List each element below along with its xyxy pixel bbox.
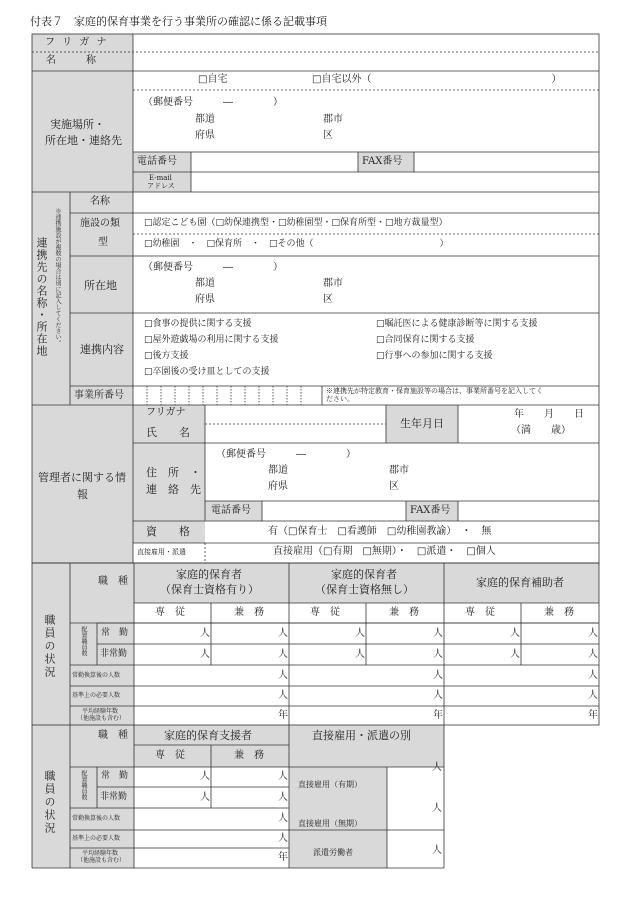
qualification-value[interactable]: 有（□保育士 □看護師 □幼稚園教諭） ・ 無 xyxy=(268,526,492,537)
city-gunshi: 郡市 xyxy=(323,114,343,125)
staff-side-title-2: 職員の状況 xyxy=(43,770,56,835)
unit: 人 xyxy=(588,670,598,681)
email-label-2: アドレス xyxy=(147,182,175,190)
unit: 人 xyxy=(588,649,598,660)
col-header: 家庭的保育者 xyxy=(331,568,397,581)
partner-name-label: 名称 xyxy=(90,196,110,207)
regular-label-2: 常 勤 xyxy=(101,771,129,781)
col-header: 家庭的保育支援者 xyxy=(164,729,252,742)
manager-address-label: 住 所 ・ xyxy=(146,466,201,479)
coop-item[interactable]: □屋外遊戯場の利用に関する支援 xyxy=(144,335,279,345)
postal-code: （郵便番号 ― ） xyxy=(143,97,283,108)
pref-todo: 都道 xyxy=(195,114,215,125)
age-value: （満 歳） xyxy=(511,425,571,436)
manager-name-label: 氏 名 xyxy=(146,426,190,439)
manager-fax-label: FAX番号 xyxy=(410,505,451,516)
unit: 人 xyxy=(278,670,288,681)
avg-years-label: 平均経験年数 xyxy=(82,708,119,715)
col-header: （保育士資格無し） xyxy=(315,583,414,596)
col-header: 家庭的保育補助者 xyxy=(476,576,564,589)
office-number-note-2: ださい。 xyxy=(326,395,354,403)
assigned-label-2: 配置職員数 xyxy=(80,770,87,800)
email-label: E-mail xyxy=(149,174,172,182)
partner-ku: 区 xyxy=(323,294,333,305)
employment-label: 直接雇用・派遣 xyxy=(137,548,186,556)
unit: 年 xyxy=(433,710,443,721)
dispatch-label: 派遣労働者 xyxy=(313,848,353,857)
direct-open-label: 直接雇用（無期） xyxy=(298,819,362,828)
phone-label: 電話番号 xyxy=(137,156,177,167)
unit: 年 xyxy=(278,852,288,863)
facility-type-label-2: 型 xyxy=(98,237,108,248)
manager-address-label-2: 連 絡 先 xyxy=(146,483,201,496)
partner-todo: 都道 xyxy=(195,278,215,289)
manager-ku: 区 xyxy=(389,481,399,492)
parttime-header: 兼 務 xyxy=(389,607,419,618)
fulltime-header: 専 従 xyxy=(155,607,185,618)
unit: 人 xyxy=(200,792,210,803)
col-header: （保育士資格有り） xyxy=(160,583,259,596)
own-home-checkbox[interactable]: □自宅 xyxy=(198,74,228,85)
birth-value: 年 月 日 xyxy=(514,409,584,420)
col-header: 家庭的保育者 xyxy=(176,568,242,581)
coop-item[interactable]: □合同保育に関する支援 xyxy=(376,335,475,345)
occupation-label-2: 職 種 xyxy=(98,730,128,741)
unit: 人 xyxy=(432,803,442,814)
assigned-label: 配置職員数 xyxy=(80,626,87,656)
coop-item[interactable]: □卒園後の受け皿としての支援 xyxy=(144,367,270,377)
unit: 人 xyxy=(278,649,288,660)
unit: 人 xyxy=(200,649,210,660)
coop-label: 連携内容 xyxy=(80,343,124,356)
facility-type-label: 施設の類 xyxy=(80,218,120,229)
manager-furigana-label: フリガナ xyxy=(146,407,186,418)
ward-ku: 区 xyxy=(323,130,333,141)
staff-side-title: 職員の状況 xyxy=(43,614,56,679)
unit: 人 xyxy=(433,690,443,701)
manager-side-title: 管理者に関する情 xyxy=(38,471,126,484)
unit: 年 xyxy=(278,710,288,721)
fax-label: FAX番号 xyxy=(362,156,403,167)
coop-item[interactable]: □後方支援 xyxy=(144,351,189,361)
partner-gunshi: 郡市 xyxy=(323,278,343,289)
employment-value[interactable]: 直接雇用（□有期 □無期）・ □派遣・ □個人 xyxy=(273,546,496,557)
nonregular-label-2: 非常勤 xyxy=(100,792,128,802)
partner-side-note: ※連携施設が複数の場合は別に記入してください。 xyxy=(54,208,61,346)
regular-label: 常 勤 xyxy=(101,628,129,638)
avg-years-label-2: （他施設も含む） xyxy=(77,715,126,722)
unit: 人 xyxy=(278,813,288,824)
unit: 人 xyxy=(355,649,365,660)
unit: 人 xyxy=(433,670,443,681)
fulltime-header: 専 従 xyxy=(310,607,340,618)
partner-side-title: 連携先の名称・所在地 xyxy=(35,237,48,357)
unit: 人 xyxy=(432,762,442,773)
furigana-label: フ リ ガ ナ xyxy=(45,37,109,48)
office-number-note: ※連携先が特定教育・保育施設等の場合は、事業所番号を記入してく xyxy=(326,387,543,395)
coop-item[interactable]: □行事への参加に関する支援 xyxy=(376,351,493,361)
parttime-header: 兼 務 xyxy=(234,750,264,761)
unit: 年 xyxy=(588,710,598,721)
avg-years-label-3: 平均経験年数 xyxy=(82,850,119,857)
unit: 人 xyxy=(433,628,443,639)
unit: 人 xyxy=(432,845,442,856)
location-label-2: 所在地・連絡先 xyxy=(45,134,122,147)
unit: 人 xyxy=(278,690,288,701)
direct-fixed-label: 直接雇用（有期） xyxy=(298,780,362,789)
facility-type-line2[interactable]: □幼稚園 ・ □保育所 ・ □その他（ ） xyxy=(144,239,449,249)
unit: 人 xyxy=(200,771,210,782)
unit: 人 xyxy=(355,628,365,639)
parttime-header: 兼 務 xyxy=(544,607,574,618)
fulltime-header: 専 従 xyxy=(465,607,495,618)
partner-address-label: 所在地 xyxy=(84,279,117,292)
fte-label-2: 常勤換算後の人数 xyxy=(72,815,121,822)
unit: 人 xyxy=(433,649,443,660)
name-label: 名 称 xyxy=(46,55,96,66)
unit: 人 xyxy=(510,628,520,639)
facility-type-line1[interactable]: □認定こども園（□幼保連携型・□幼稚園型・□保育所型・□地方裁量型） xyxy=(144,218,448,228)
location-label: 実施場所・ xyxy=(50,118,105,131)
manager-fuken: 府県 xyxy=(268,481,288,492)
manager-gunshi: 郡市 xyxy=(389,465,409,476)
manager-todo: 都道 xyxy=(268,465,288,476)
required-label: 基準上の必要人数 xyxy=(72,692,121,699)
partner-fuken: 府県 xyxy=(195,294,215,305)
birth-label: 生年月日 xyxy=(400,417,444,430)
avg-years-label-4: （他施設も含む） xyxy=(77,857,126,864)
qualification-label: 資 格 xyxy=(146,525,190,538)
unit: 人 xyxy=(588,628,598,639)
office-number-label: 事業所番号 xyxy=(74,390,124,401)
coop-item[interactable]: □食事の提供に関する支援 xyxy=(144,319,252,329)
partner-postal: （郵便番号 ― ） xyxy=(143,262,283,273)
fulltime-header: 専 従 xyxy=(155,750,185,761)
parttime-header: 兼 務 xyxy=(234,607,264,618)
unit: 人 xyxy=(200,628,210,639)
required-label-2: 基準上の必要人数 xyxy=(72,835,121,842)
page-title: 付表７ 家庭的保育事業を行う事業所の確認に係る記載事項 xyxy=(30,15,327,28)
other-home-checkbox[interactable]: □自宅以外（ ） xyxy=(312,74,562,85)
manager-side-title-2: 報 xyxy=(77,488,88,501)
unit: 人 xyxy=(278,771,288,782)
manager-postal: （郵便番号 ― ） xyxy=(216,449,356,460)
manager-phone-label: 電話番号 xyxy=(211,505,251,516)
col-header: 直接雇用・派遣の別 xyxy=(312,729,411,742)
occupation-label: 職 種 xyxy=(98,576,128,587)
unit: 人 xyxy=(510,649,520,660)
pref-fuken: 府県 xyxy=(195,130,215,141)
nonregular-label: 非常勤 xyxy=(100,649,128,659)
unit: 人 xyxy=(278,792,288,803)
unit: 人 xyxy=(278,628,288,639)
fte-label: 常勤換算後の人数 xyxy=(72,672,121,679)
coop-item[interactable]: □嘱託医による健康診断等に関する支援 xyxy=(376,319,538,329)
unit: 人 xyxy=(588,690,598,701)
unit: 人 xyxy=(278,833,288,844)
